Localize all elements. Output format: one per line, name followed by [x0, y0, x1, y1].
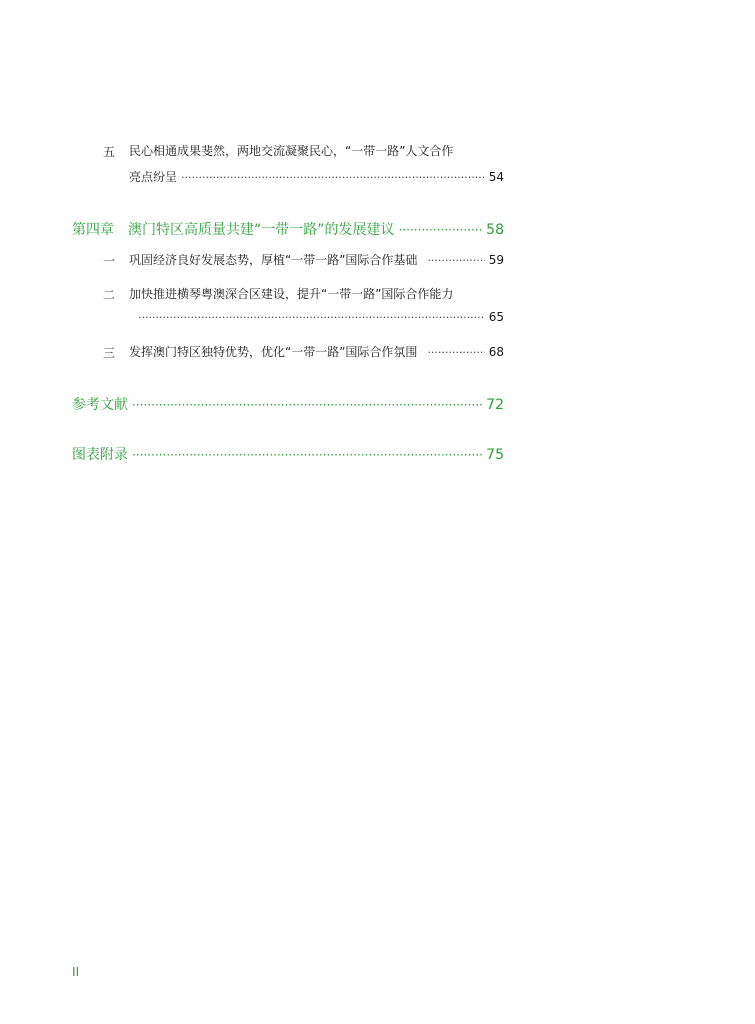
chapter-title: 澳门特区高质量共建“一带一路”的发展建议 — [128, 222, 395, 238]
leader-dots — [181, 171, 485, 184]
chapter-label: 第四章 — [72, 222, 114, 238]
page-number: 75 — [486, 447, 504, 463]
toc-entry-sec5-line2[interactable] — [129, 168, 504, 185]
appendix-title: 图表附录 — [72, 447, 128, 463]
toc-entry-ch4-sec2-line2[interactable] — [138, 310, 504, 324]
page-number: 54 — [488, 170, 504, 184]
leader-dots — [427, 346, 484, 359]
page-number: 72 — [486, 397, 504, 413]
leader-dots — [132, 448, 482, 462]
toc-entry-title: 巩固经济良好发展态势，厚植“一带一路”国际合作基础 — [129, 253, 418, 267]
toc-entry-sec5-line1[interactable] — [129, 142, 504, 159]
section-number: 二 — [103, 288, 116, 302]
toc-entry-title: 加快推进横琴粤澳深合区建设，提升“一带一路”国际合作能力 — [129, 287, 454, 301]
section-number: 三 — [103, 346, 116, 360]
toc-chapter-4[interactable] — [72, 219, 504, 239]
references-title: 参考文献 — [72, 397, 128, 413]
section-number: 一 — [103, 254, 116, 268]
leader-dots — [132, 398, 482, 412]
toc-entry-ch4-sec1[interactable] — [129, 251, 504, 268]
page-number: 58 — [486, 222, 504, 238]
toc-entry-title: 民心相通成果斐然，两地交流凝聚民心，“一带一路”人文合作 — [129, 144, 454, 158]
page-number: 59 — [488, 253, 504, 267]
toc-entry-ch4-sec2-line1[interactable] — [129, 285, 504, 302]
leader-dots — [138, 311, 485, 324]
toc-entry-ch4-sec3[interactable] — [129, 343, 504, 360]
toc-appendix[interactable] — [72, 444, 504, 464]
toc-entry-title-cont: 亮点纷呈 — [129, 170, 178, 184]
section-number: 五 — [103, 145, 116, 159]
page-folio: II — [72, 964, 80, 979]
page-number: 65 — [488, 310, 504, 324]
leader-dots — [399, 223, 483, 237]
toc-entry-title: 发挥澳门特区独特优势，优化“一带一路”国际合作氛围 — [129, 345, 418, 359]
page-number: 68 — [488, 345, 504, 359]
toc-references[interactable] — [72, 394, 504, 414]
leader-dots — [427, 254, 484, 267]
